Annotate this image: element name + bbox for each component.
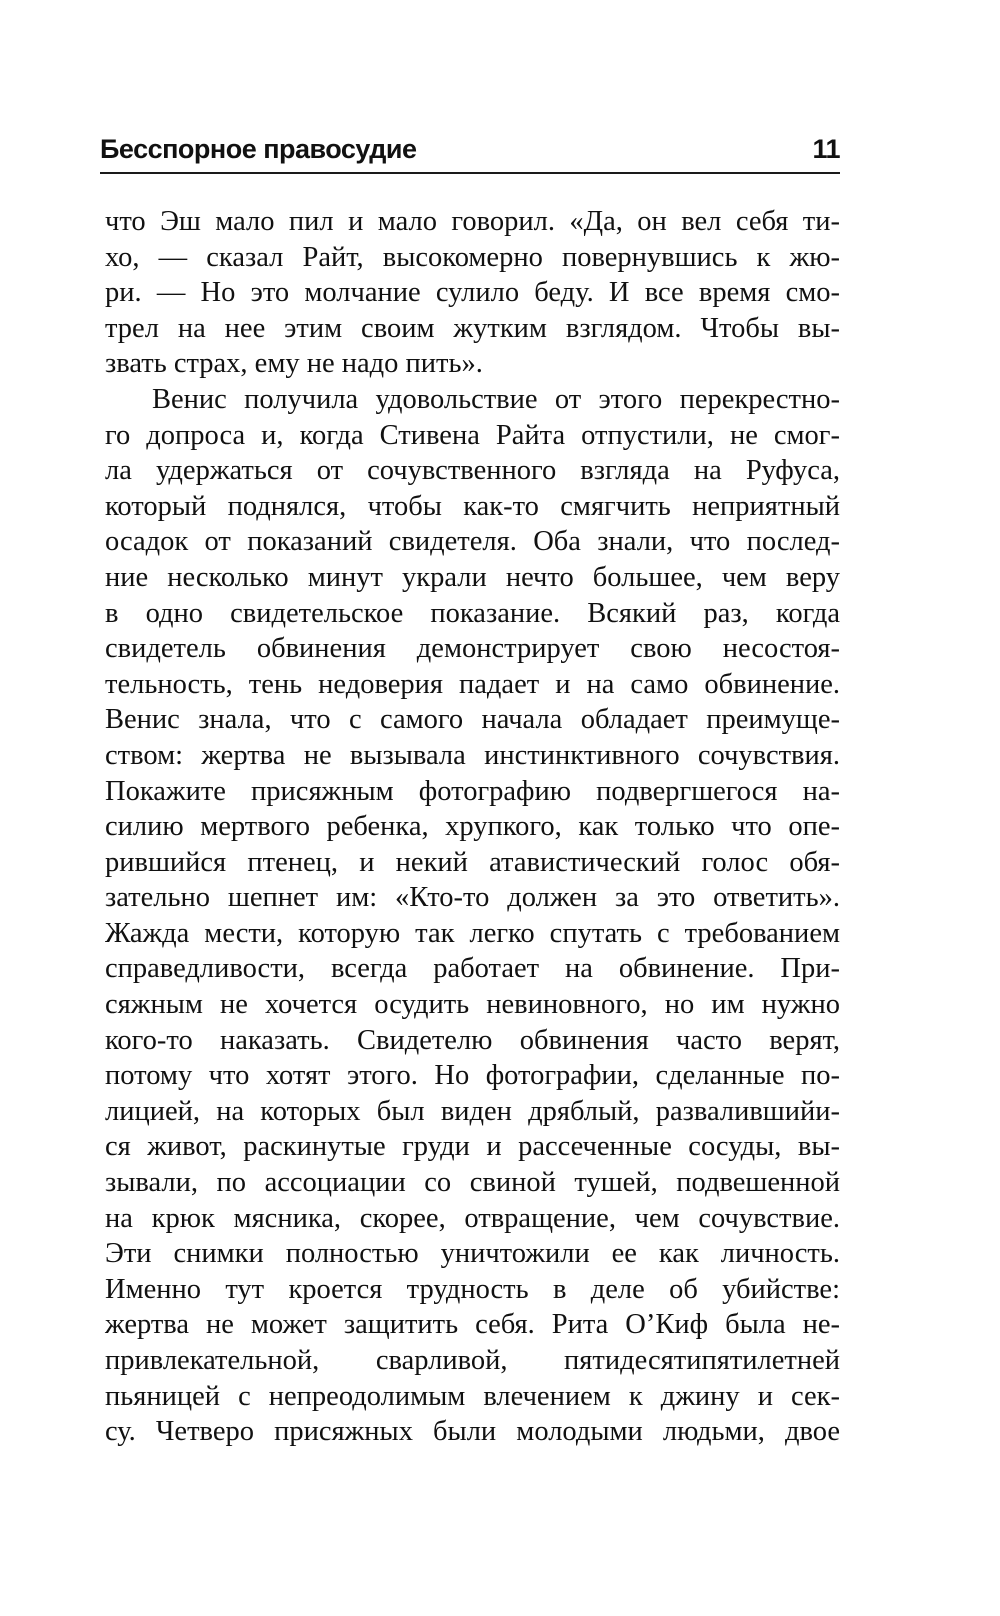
text-line: ством: жертва не вызывала инстинктивного сочувствия. — [105, 739, 840, 771]
text-line: привлекательной, сварливой, пятидесятипятилетней — [105, 1345, 840, 1376]
text-line: справедливости, всегда работает на обвинение. При- — [105, 953, 840, 985]
text-line: ла удержаться от сочувственного взгляда на Руфуса, — [105, 455, 840, 487]
text-line: который поднялся, чтобы как-то смягчить неприятный — [105, 490, 840, 522]
text-line: Именно тут кроется трудность в деле об убийстве: — [105, 1273, 840, 1305]
text-line: хо, — сказал Райт, высокомерно повернувшись к жю- — [105, 241, 840, 273]
paragraph-1 — [105, 204, 840, 382]
text-line: Венис получила удовольствие от этого перекрестно- — [152, 383, 840, 415]
text-line: сяжным не хочется осудить невиновного, но им нужно — [105, 989, 840, 1021]
text-line: го допроса и, когда Стивена Райта отпустили, не смог- — [105, 419, 840, 451]
text-line: тельность, тень недоверия падает и на само обвинение. — [105, 668, 840, 700]
text-line: рившийся птенец, и некий атавистический голос обя- — [105, 846, 840, 878]
paragraph-2 — [105, 382, 840, 1450]
text-line: свидетель обвинения демонстрирует свою несостоя- — [105, 633, 840, 665]
text-line: жертва не может защитить себя. Рита О’Киф была не- — [105, 1309, 840, 1341]
text-line: Жажда мести, которую так легко спутать с требованием — [105, 917, 840, 949]
text-line: зывали, по ассоциации со свиной тушей, подвешенной — [105, 1167, 840, 1199]
text-line: осадок от показаний свидетеля. Оба знали, что послед- — [105, 526, 840, 558]
text-line: что Эш мало пил и мало говорил. «Да, он вел себя ти- — [105, 206, 840, 237]
text-line: пьяницей с непреодолимым влечением к джину и сек- — [105, 1380, 840, 1412]
book-title: Бесспорное правосудие — [100, 134, 417, 164]
text-line: су. Четверо присяжных были молодыми людьми, двое — [105, 1416, 840, 1448]
text-line: зательно шепнет им: «Кто-то должен за это ответить». — [105, 882, 840, 914]
page-number: 11 — [812, 134, 840, 164]
text-line: силию мертвого ребенка, хрупкого, как только что опе- — [105, 811, 840, 843]
text-line: ние несколько минут украли нечто большее, чем веру — [105, 561, 840, 593]
text-line: Эти снимки полностью уничтожили ее как личность. — [105, 1238, 840, 1270]
text-line: лицией, на которых был виден дряблый, развалившийи- — [105, 1095, 840, 1127]
text-line: ри. — Но это молчание сулило беду. И все время смо- — [105, 277, 840, 309]
text-line: звать страх, ему не надо пить». — [105, 348, 483, 380]
text-line: потому что хотят этого. Но фотографии, сделанные по- — [105, 1060, 840, 1092]
text-line: ся живот, раскинутые груди и рассеченные сосуды, вы- — [105, 1131, 840, 1163]
text-line: Покажите присяжным фотографию подвергшегося на- — [105, 775, 840, 807]
text-line: кого-то наказать. Свидетелю обвинения часто верят, — [105, 1024, 840, 1056]
text-line: на крюк мясника, скорее, отвращение, чем сочувствие. — [105, 1202, 840, 1234]
text-line: Венис знала, что с самого начала обладает преимуще- — [105, 704, 840, 736]
running-header — [100, 130, 840, 174]
text-line: трел на нее этим своим жутким взглядом. Чтобы вы- — [105, 312, 840, 344]
body-text — [105, 204, 840, 1450]
text-line: в одно свидетельское показание. Всякий раз, когда — [105, 597, 840, 629]
